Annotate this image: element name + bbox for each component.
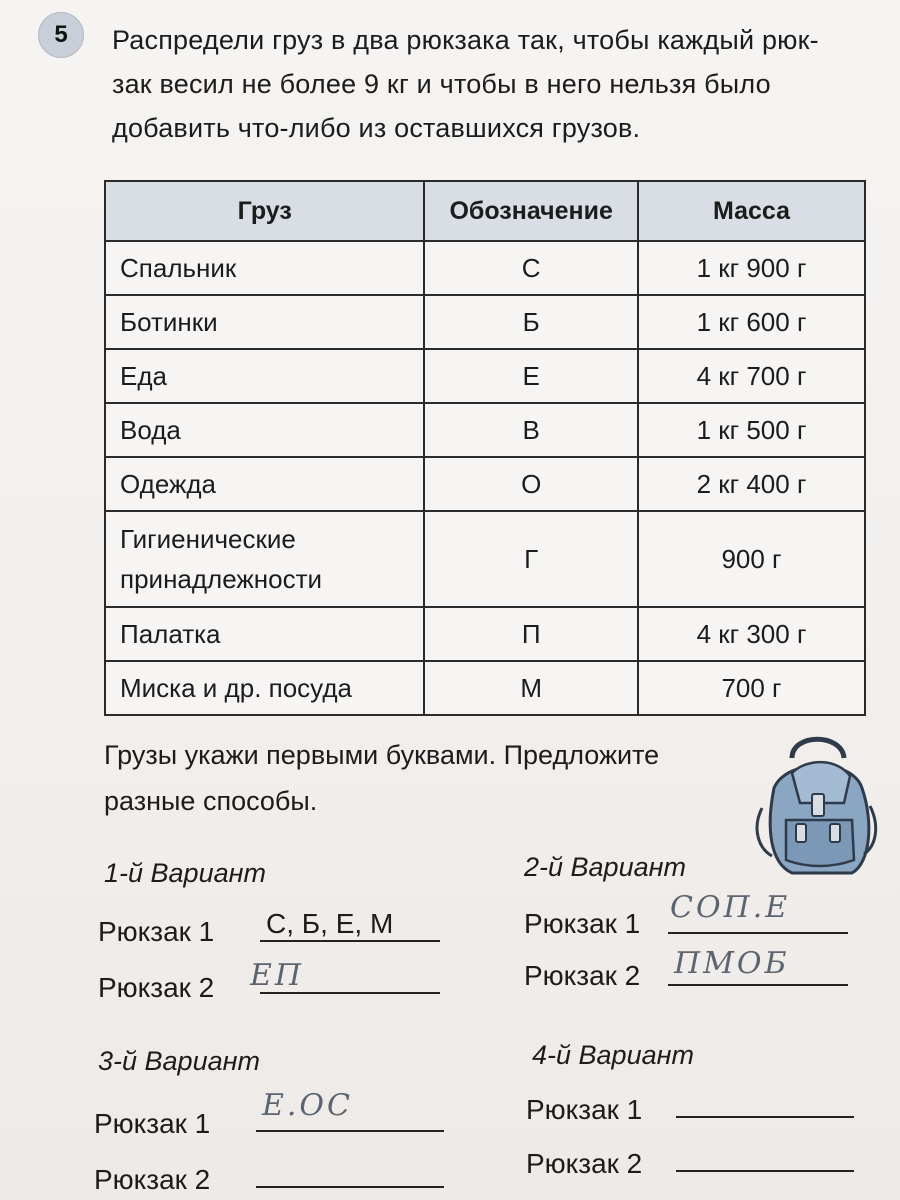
task-line: добавить что-либо из оставшихся грузов. — [112, 113, 641, 143]
variant-3-bag1-line — [256, 1130, 444, 1132]
variant-2-bag1-line — [668, 932, 848, 934]
cargo-name: Вода — [105, 403, 424, 457]
variant-4-bag1-line — [676, 1116, 854, 1118]
column-header-code: Обозначение — [424, 181, 638, 241]
variant-3-title: 3-й Вариант — [98, 1046, 260, 1076]
task-statement — [112, 18, 872, 150]
variant-1-bag1-answer: С, Б, Е, М — [266, 908, 394, 939]
cargo-code: М — [424, 661, 638, 715]
variant-2-bag2-answer: ПМОБ — [674, 946, 790, 981]
variant-3-bag1-label: Рюкзак 1 — [94, 1108, 211, 1139]
variant-2-bag1-answer: СОП.Е — [670, 890, 791, 925]
cargo-mass: 4 кг 300 г — [638, 607, 865, 661]
cargo-code: С — [424, 241, 638, 295]
cargo-mass: 1 кг 900 г — [638, 241, 865, 295]
variant-4-bag2-label: Рюкзак 2 — [526, 1148, 643, 1179]
table-row — [105, 457, 865, 511]
instruction-line: Грузы укажи первыми буквами. Предложите — [104, 740, 660, 770]
cargo-name: Гигиенические принадлежности — [105, 511, 424, 607]
cargo-code: О — [424, 457, 638, 511]
variant-2-bag2-line — [668, 984, 848, 986]
task-line: Распредели груз в два рюкзака так, чтобы каждый рюк- — [112, 25, 819, 55]
variant-1-bag1-line — [260, 940, 440, 942]
cargo-name: Спальник — [105, 241, 424, 295]
table-header-row — [105, 181, 865, 241]
variant-4-title: 4-й Вариант — [532, 1040, 694, 1070]
cargo-code: Е — [424, 349, 638, 403]
variant-1-bag2-answer: ЕП — [250, 958, 305, 993]
table-row — [105, 607, 865, 661]
cargo-name: Ботинки — [105, 295, 424, 349]
task-line: зак весил не более 9 кг и чтобы в него нельзя было — [112, 69, 771, 99]
cargo-name: Палатка — [105, 607, 424, 661]
table-row — [105, 511, 865, 607]
backpack-icon — [752, 728, 882, 883]
cargo-mass: 4 кг 700 г — [638, 349, 865, 403]
variant-1-bag2-label: Рюкзак 2 — [98, 972, 215, 1003]
table-row — [105, 349, 865, 403]
table-row — [105, 295, 865, 349]
cargo-mass: 900 г — [638, 511, 865, 607]
variant-3-bag2-line — [256, 1186, 444, 1188]
variant-1-title: 1-й Вариант — [104, 858, 266, 888]
table-row — [105, 661, 865, 715]
cargo-code: В — [424, 403, 638, 457]
cargo-name: Еда — [105, 349, 424, 403]
table-row — [105, 403, 865, 457]
variant-2-title: 2-й Вариант — [524, 852, 686, 882]
cargo-name: Миска и др. посуда — [105, 661, 424, 715]
task-number: 5 — [54, 21, 68, 48]
cargo-code: П — [424, 607, 638, 661]
variant-3-bag1-answer: Е.ОС — [262, 1088, 353, 1123]
cargo-code: Г — [424, 511, 638, 607]
cargo-code: Б — [424, 295, 638, 349]
cargo-mass: 1 кг 600 г — [638, 295, 865, 349]
cargo-name: Одежда — [105, 457, 424, 511]
variant-3-bag2-label: Рюкзак 2 — [94, 1164, 211, 1195]
column-header-mass: Масса — [638, 181, 865, 241]
cargo-mass: 700 г — [638, 661, 865, 715]
instructions — [104, 732, 744, 824]
cargo-mass: 2 кг 400 г — [638, 457, 865, 511]
variant-4-bag2-line — [676, 1170, 854, 1172]
column-header-cargo: Груз — [105, 181, 424, 241]
instruction-line: разные способы. — [104, 786, 318, 816]
variant-4-bag1-label: Рюкзак 1 — [526, 1094, 643, 1125]
variant-2-bag1-label: Рюкзак 1 — [524, 908, 641, 939]
table-row — [105, 241, 865, 295]
task-number-badge — [38, 12, 84, 58]
cargo-table — [104, 180, 866, 716]
cargo-mass: 1 кг 500 г — [638, 403, 865, 457]
variant-2-bag2-label: Рюкзак 2 — [524, 960, 641, 991]
variant-1-bag1-label: Рюкзак 1 — [98, 916, 215, 947]
